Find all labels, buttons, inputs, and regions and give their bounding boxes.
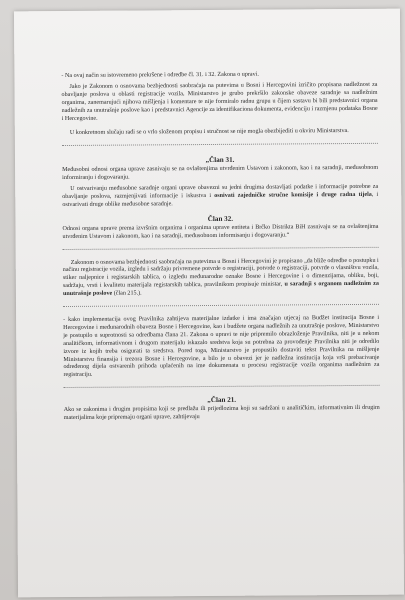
article-21-body: Ako se zakonima i drugim propisima koji se predlažu ili prijedlozima koji su sadržani u analitičkim, informativnim ili drugim materijalima koje pripremaju organi uprave, zahtijevaju xyxy=(63,404,380,422)
article-32-heading: Član 32. xyxy=(207,214,234,223)
paragraph-3-pre: Zakonom o osnovama bezbjednosti saobraćaja na putevima u Bosni i Hercegovini je propisano „da bliže odredbe o postupku i načinu registracije vozila, izgledu i sadržaju privremene potvrde o registraciji, potvrde o registraciji, potvrde o vlasništvu vozila, stiker naljepnice i registarskih tablica, o izgledu međunarodne oznake Bosne i Hercegovine i o dimenzijama, obliku, boji, sadržaju, vrsti i kvalitetu materijala registarskih tablica, pravilnikom propisuje ministar, xyxy=(62,257,379,290)
separator-line-2 xyxy=(63,246,379,249)
article-21-heading: „Član 21. xyxy=(207,396,237,405)
paragraph-2: U konkretnom slučaju radi se o vrlo složenom propisu i stručnost se nije mogla obezbijediti u okviru Ministarstva. xyxy=(69,128,349,137)
paragraph-3-post: (član 215.). xyxy=(112,290,142,297)
document-page xyxy=(14,9,404,598)
paragraph-3-bold: u saradnji s organom nadležnim za unutrašnje poslove xyxy=(62,281,379,298)
article-31-heading: „Član 31. xyxy=(205,156,235,165)
paragraph-3 xyxy=(63,257,379,299)
separator-line xyxy=(62,143,378,146)
paragraph-1: Jako je Zakonom o osnovama bezbjednosti saobraćaja na putevima u Bosni i Hercegovini izričito propisana nadležnost za obavljanje poslova u oblasti registracije vozila, Ministarstvo je grubo prekršilo zakonske obaveze saradnje sa nadležnim organima, zanemarujući njihova mišljenja i komentare te nije formiralo radnu grupu u čijem sastavu bi bili predstavnici organa nadležnih za unutrašnje poslove kao i predstavnici Agencije za identifikaciona dokumenta, evidenciju i razmjenu podataka Bosne i Hercegovine. xyxy=(61,81,378,122)
article-31-lead: Međusobni odnosi organa uprave zasnivaju se na ovlaštenjima utvrđenim Ustavom i zakonom, kao i na saradnji, međusobnom informiranju i dogovaranju. xyxy=(62,165,379,182)
separator-line-3 xyxy=(63,304,379,307)
article-31-body-bold: osnivati zajedničke stručne komisije i druge radna tijela xyxy=(214,191,372,199)
article-32-body: Odnosi organa uprave prema izvršnim organima i organima uprave entiteta i Brčko Distrikta BiH zasnivaju se na ovlaštenjima utvrđenim Ustavom i zakonom, kao i na saradnji, međusobnom informisanju i dogovaranju.“ xyxy=(62,223,379,240)
article-31-body xyxy=(62,184,378,210)
document-content xyxy=(61,71,379,430)
article-31-body-post: , i ostvarivati druge oblike međusobne saradnje. xyxy=(62,191,379,208)
article-31-body-pre: U ostvarivanju međusobne saradnje organi uprave obavezni su jedni drugima dostavljati podatke i informacije potrebne za obavljanje poslova, razmjenjivati informacije i iskustva i xyxy=(62,183,379,200)
paragraph-4: - kako implementacija ovog Pravilnika zahtijeva materijalne izdatke i ima značajan utjecaj na Budžet institucija Bosne i Hercegovine i međunarodnih obaveza Bosne i Hercegovine, kao i budžete organa nadležnih za unutrašnje poslove, Ministarstvo je postupilo u suprotnosti sa odredbama člana 21. Zakona o upravi te nije pripremilo obrazloženje Pravilnika, niti je u nekom analitičkom, informativnom i drugom materijalu iskazalo sredstva koja su potrebna za provođenje Pravilnika niti je odredilo izvore iz kojih treba osigurati ta sredstva. Pored toga, Ministarstvo je propustilo dostaviti tekst Pravilnika na mišljenje Ministarstvu finansija i trezora Bosne i Hercegovine, a bilo je u obavezi jer je nadležna institucija koja vrši prebacivanje određenog dijela ostvarenih prihoda uplaćenih na ime dokumenata u procesu registracije vozila organima nadležnim za registraciju. xyxy=(63,314,380,379)
separator-line-4 xyxy=(64,385,380,388)
intro-line: - Na ovaj način su istovremeno prekršene i odredbe čl. 31. i 32. Zakona o upravi. xyxy=(61,71,259,80)
